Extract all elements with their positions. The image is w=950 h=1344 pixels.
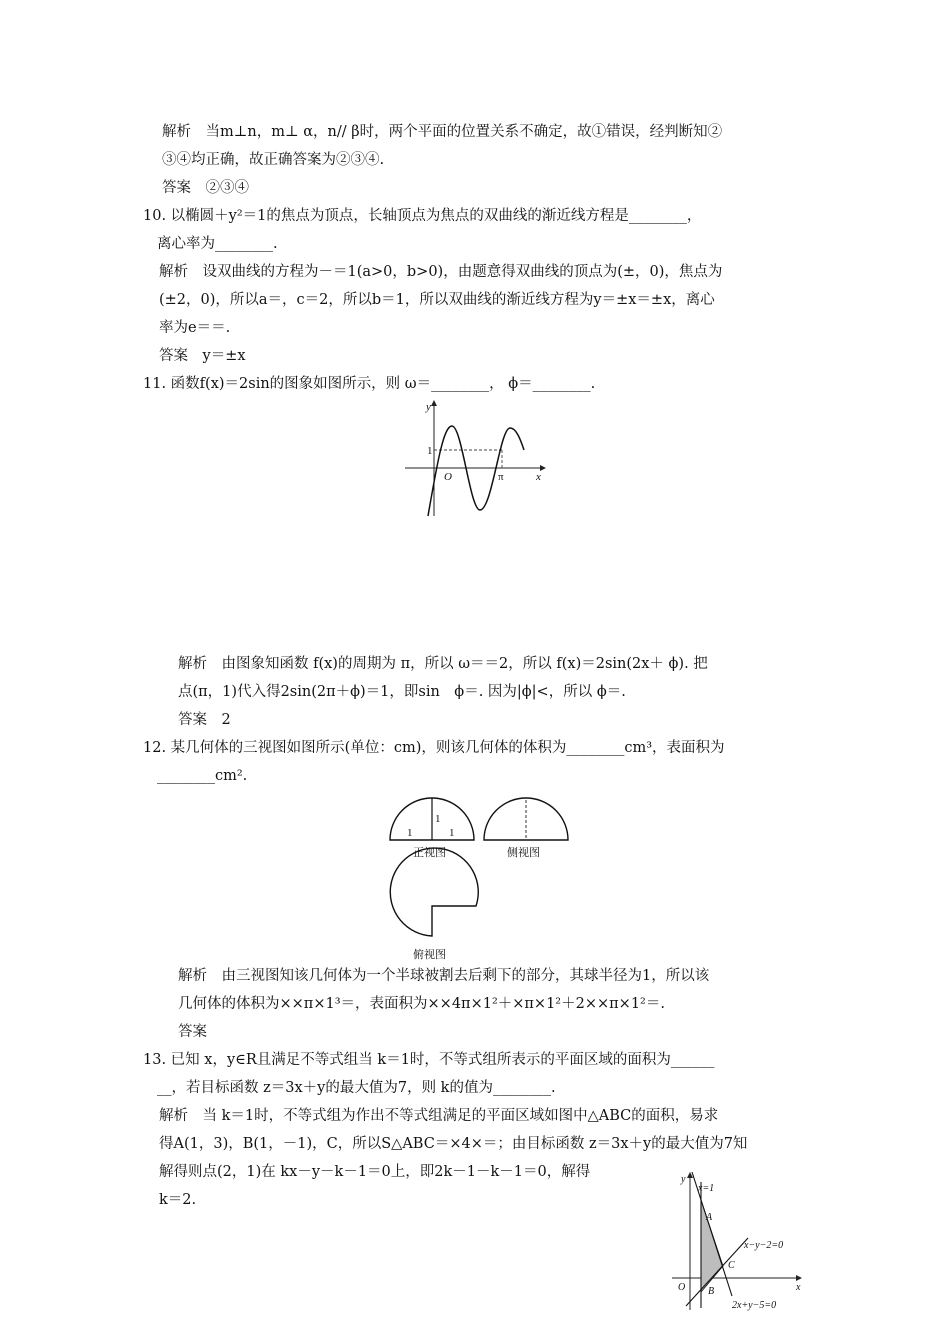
text-line-l17: 几何体的体积为××π×1³＝，表面积为××4π×1²＋×π×1²＋2××π×1²＝. — [178, 996, 665, 1012]
text-line-l7: (±2，0)，所以a＝，c＝2，所以b＝1，所以双曲线的渐近线方程为y＝±x＝±x，离心 — [159, 292, 715, 308]
dim-left: 1 — [407, 827, 413, 839]
label-y: y — [681, 1174, 686, 1185]
text-line-l1: 解析 当m⊥n，m⊥ α，n// β时，两个平面的位置关系不确定，故①错误，经判断知② — [162, 124, 723, 140]
label-x: x — [536, 471, 541, 483]
text-line-l11: 解析 由图象知函数 f(x)的周期为 π，所以 ω＝＝2，所以 f(x)＝2sin(2x＋ ϕ). 把 — [178, 656, 708, 672]
label-one: 1 — [427, 445, 433, 457]
label-a: A — [706, 1212, 713, 1223]
text-line-l15: ________cm². — [157, 768, 248, 784]
text-line-l21: 解析 当 k＝1时，不等式组为作出不等式组满足的平面区域如图中△ABC的面积，易求 — [159, 1108, 719, 1124]
y-axis-arrow-icon — [431, 400, 437, 406]
text-line-l24: k＝2. — [159, 1192, 197, 1208]
label-b: B — [708, 1286, 715, 1297]
text-line-l22: 得A(1，3)，B(1，－1)，C，所以S△ABC＝×4×＝；由目标函数 z＝3x＋y的最大值为7知 — [159, 1136, 748, 1152]
region-figure — [668, 1168, 810, 1312]
three-views-figure — [380, 790, 580, 962]
label-y: y — [426, 401, 431, 413]
text-line-l6: 解析 设双曲线的方程为－＝1(a>0，b>0)，由题意得双曲线的顶点为(±，0)，焦点为 — [159, 264, 723, 280]
top-view-label: 俯视图 — [413, 949, 446, 961]
label-origin: O — [678, 1282, 686, 1293]
sine-graph-figure — [400, 398, 550, 520]
dim-right: 1 — [449, 827, 455, 839]
label-c: C — [728, 1260, 735, 1271]
text-line-l2: ③④均正确，故正确答案为②③④. — [162, 152, 385, 168]
label-x: x — [796, 1282, 801, 1293]
text-line-l16: 解析 由三视图知该几何体为一个半球被割去后剩下的部分，其球半径为1，所以该 — [178, 968, 710, 984]
text-line-l18: 答案 — [178, 1024, 207, 1040]
top-view — [390, 848, 478, 936]
text-line-l9: 答案 y＝±x — [159, 348, 246, 364]
label-pi: π — [498, 471, 504, 483]
text-line-l20: __，若目标函数 z＝3x＋y的最大值为7，则 k的值为________. — [157, 1080, 556, 1096]
side-view — [484, 798, 568, 840]
label-x-eq-1: x=1 — [698, 1183, 715, 1194]
side-view-label: 侧视图 — [507, 847, 540, 859]
text-line-l3: 答案 ②③④ — [162, 180, 249, 196]
label-line-2: 2x+y−5=0 — [732, 1300, 777, 1311]
label-origin: O — [444, 471, 452, 483]
x-axis-arrow-icon — [540, 465, 546, 471]
text-line-l5: 离心率为________. — [157, 236, 278, 252]
x-axis-arrow-icon — [796, 1275, 802, 1281]
dim-top: 1 — [435, 813, 441, 825]
text-line-l10: 11. 函数f(x)＝2sin的图象如图所示，则 ω＝________， ϕ＝________. — [143, 376, 596, 392]
front-view-label: 正视图 — [413, 847, 446, 859]
text-line-l13: 答案 2 — [178, 712, 231, 728]
text-line-l8: 率为e＝＝. — [159, 320, 231, 336]
text-line-l19: 13. 已知 x，y∈R且满足不等式组当 k＝1时，不等式组所表示的平面区域的面积为______ — [143, 1052, 715, 1068]
label-line-1: x−y−2=0 — [744, 1240, 784, 1251]
sine-curve — [428, 426, 524, 516]
text-line-l14: 12. 某几何体的三视图如图所示(单位：cm)，则该几何体的体积为________cm³，表面积为 — [143, 740, 725, 756]
text-line-l23: 解得则点(2，1)在 kx－y－k－1＝0上，即2k－1－k－1＝0，解得 — [159, 1164, 591, 1180]
text-line-l12: 点(π，1)代入得2sin(2π＋ϕ)＝1，即sin ϕ＝. 因为|ϕ|<，所以 ϕ＝. — [178, 684, 626, 700]
text-line-l4: 10. 以椭圆＋y²＝1的焦点为顶点，长轴顶点为焦点的双曲线的渐近线方程是________， — [143, 208, 702, 224]
